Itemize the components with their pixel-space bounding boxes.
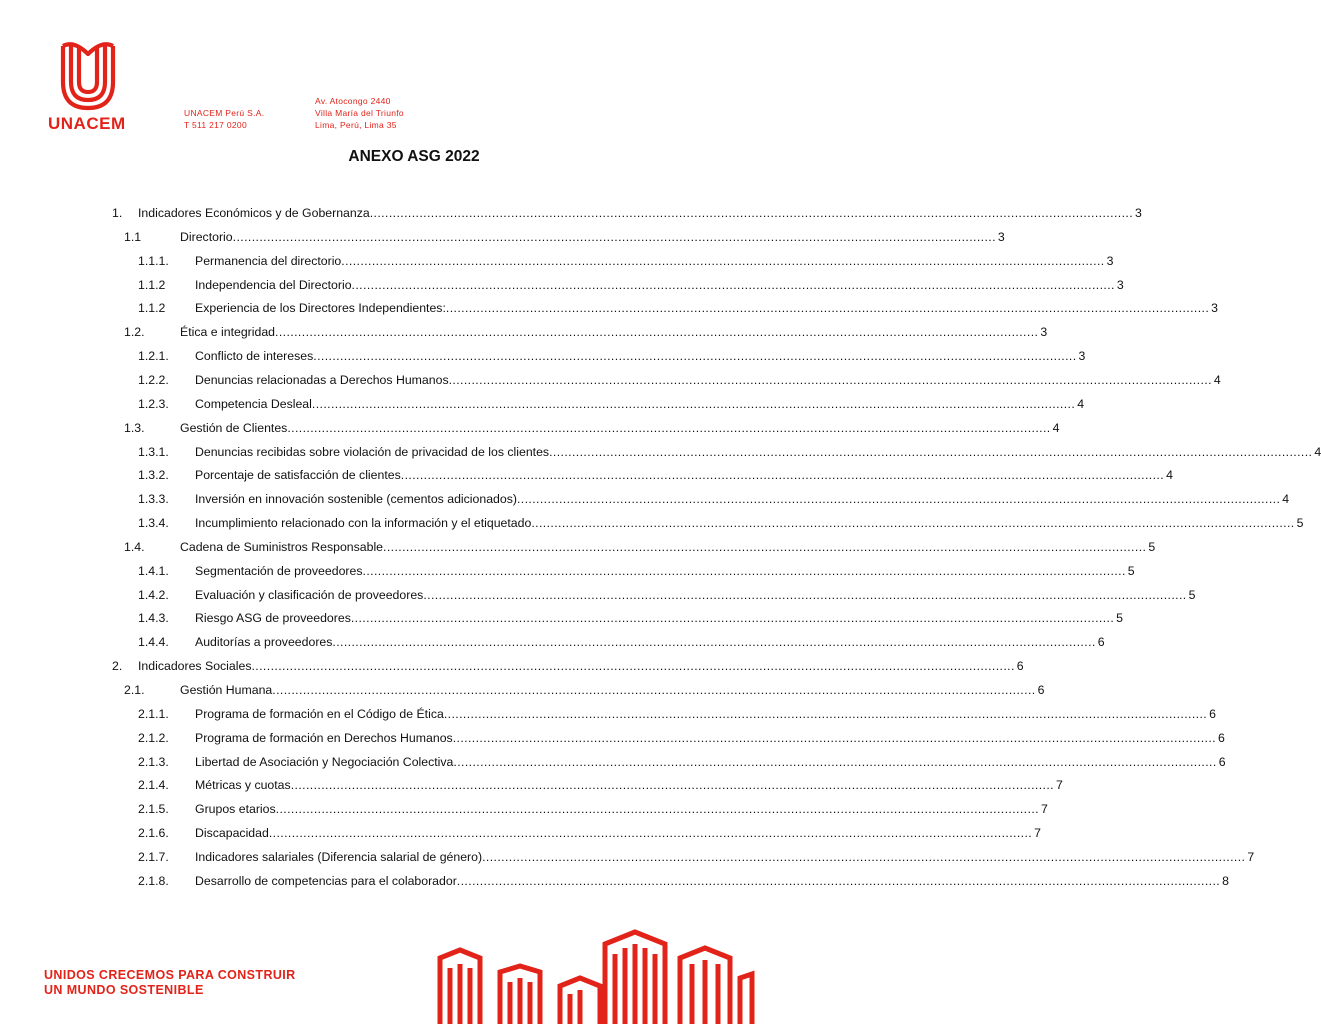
toc-entry-page: 3 [1106, 253, 1114, 268]
toc-entry-title: Conflicto de intereses [195, 349, 314, 364]
toc-entry[interactable] [138, 587, 1196, 608]
toc-entry-number: 1.4. [124, 539, 145, 554]
toc-entry[interactable] [124, 229, 1005, 250]
toc-dot-leader: ........................................................................................................................................................................................................ [453, 754, 1217, 769]
toc-entry-number: 1.4.4. [138, 635, 169, 650]
toc-dot-leader: ........................................................................................................................................................................................................ [369, 206, 1134, 220]
toc-dot-leader: ........................................................................................................................................................................................................ [362, 563, 1126, 578]
toc-dot-leader: ........................................................................................................................................................................................................ [287, 420, 1051, 435]
toc-dot-leader: ........................................................................................................................................................................................................ [456, 873, 1221, 888]
toc-dot-leader: ........................................................................................................................................................................................................ [275, 325, 1039, 340]
toc-entry-page: 6 [1097, 635, 1105, 650]
toc-entry-number: 1.2.3. [138, 396, 169, 411]
toc-entry-number: 1.3.3. [138, 492, 169, 507]
toc-dot-leader: ........................................................................................................................................................................................................ [275, 802, 1039, 817]
toc-dot-leader: ........................................................................................................................................................................................................ [445, 301, 1210, 316]
toc-entry-number: 1.1.2 [138, 277, 166, 292]
toc-entry-page: 3 [1135, 206, 1142, 220]
company-address [315, 95, 404, 131]
unacem-u-logo-icon [60, 42, 116, 112]
toc-entry-number: 2.1.5. [138, 802, 169, 817]
toc-entry-title: Gestión Humana [180, 683, 273, 697]
toc-entry-page: 3 [997, 229, 1005, 244]
toc-entry-page: 4 [1282, 492, 1290, 507]
toc-entry-title: Programa de formación en el Código de Ética [195, 706, 444, 721]
toc-entry-title: Directorio [180, 229, 233, 244]
toc-entry[interactable] [124, 683, 1045, 703]
toc-entry-page: 6 [1016, 659, 1024, 674]
toc-entry[interactable] [138, 849, 1255, 870]
toc-entry[interactable] [138, 730, 1225, 751]
toc-entry[interactable] [138, 754, 1226, 775]
toc-entry[interactable] [138, 826, 1041, 846]
toc-entry[interactable] [138, 611, 1123, 631]
toc-dot-leader: ........................................................................................................................................................................................................ [383, 539, 1147, 554]
toc-entry-number: 1.3.1. [138, 444, 169, 459]
toc-entry[interactable] [138, 277, 1124, 298]
toc-entry-page: 7 [1040, 802, 1048, 817]
toc-entry[interactable] [112, 659, 1024, 679]
toc-entry-title: Gestión de Clientes [180, 420, 288, 435]
toc-entry-title: Permanencia del directorio [195, 253, 342, 268]
address-city: Lima, Perú, Lima 35 [315, 120, 397, 130]
toc-dot-leader: ........................................................................................................................................................................................................ [531, 516, 1295, 531]
toc-dot-leader: ........................................................................................................................................................................................................ [549, 444, 1313, 459]
toc-entry-number: 1.1.1. [138, 253, 169, 268]
toc-dot-leader: ........................................................................................................................................................................................................ [341, 253, 1105, 268]
toc-entry[interactable] [138, 516, 1304, 536]
toc-entry[interactable] [138, 444, 1321, 465]
toc-entry[interactable] [138, 635, 1105, 655]
toc-entry-number: 2.1.3. [138, 754, 169, 769]
toc-entry-title: Experiencia de los Directores Independientes: [195, 301, 446, 316]
toc-entry-number: 2.1.6. [138, 826, 169, 841]
toc-entry[interactable] [124, 420, 1060, 441]
toc-dot-leader: ........................................................................................................................................................................................................ [313, 349, 1077, 364]
toc-entry-page: 7 [1034, 826, 1041, 841]
toc-entry[interactable] [138, 301, 1219, 321]
slogan-line-2: UN MUNDO SOSTENIBLE [44, 983, 204, 997]
toc-entry[interactable] [124, 539, 1156, 560]
toc-dot-leader: ........................................................................................................................................................................................................ [232, 229, 996, 244]
toc-entry-page: 4 [1052, 420, 1060, 435]
toc-entry-number: 1.4.1. [138, 563, 169, 578]
toc-entry-number: 1.3.2. [138, 468, 169, 483]
toc-dot-leader: ........................................................................................................................................................................................................ [311, 396, 1076, 411]
unacem-logo [48, 42, 128, 112]
toc-entry-title: Evaluación y clasificación de proveedores [195, 587, 424, 602]
toc-entry-page: 5 [1116, 611, 1123, 626]
toc-entry-page: 7 [1247, 849, 1255, 864]
toc-entry[interactable] [138, 778, 1063, 798]
toc-dot-leader: ........................................................................................................................................................................................................ [272, 683, 1036, 697]
toc-entry-title: Denuncias recibidas sobre violación de privacidad de los clientes [195, 444, 550, 459]
toc-entry-number: 1.2.2. [138, 372, 169, 387]
toc-dot-leader: ........................................................................................................................................................................................................ [400, 468, 1165, 483]
toc-entry-number: 2.1.8. [138, 873, 169, 888]
toc-entry-page: 5 [1127, 563, 1135, 578]
toc-dot-leader: ........................................................................................................................................................................................................ [423, 587, 1187, 602]
toc-entry-page: 3 [1116, 277, 1124, 292]
toc-entry-title: Indicadores Sociales [138, 659, 252, 674]
toc-entry-title: Competencia Desleal [195, 396, 312, 411]
toc-entry-number: 2.1.4. [138, 778, 169, 793]
toc-entry-number: 1. [112, 206, 123, 220]
toc-entry-title: Indicadores Económicos y de Gobernanza [138, 206, 370, 220]
toc-entry-page: 6 [1217, 730, 1225, 745]
company-phone: T 511 217 0200 [184, 120, 247, 130]
toc-entry-number: 2. [112, 659, 123, 674]
toc-entry-page: 3 [1040, 325, 1048, 340]
toc-entry[interactable] [138, 396, 1085, 417]
toc-entry-title: Independencia del Directorio [195, 277, 352, 292]
toc-entry-title: Libertad de Asociación y Negociación Colectiva [195, 754, 454, 769]
toc-entry-page: 5 [1296, 516, 1304, 531]
company-contact [184, 107, 264, 131]
toc-entry-page: 5 [1188, 587, 1196, 602]
toc-entry-title: Ética e integridad [180, 325, 276, 340]
toc-entry-page: 3 [1078, 349, 1086, 364]
toc-entry-number: 1.1 [124, 229, 142, 244]
toc-entry[interactable] [138, 492, 1290, 512]
toc-entry-title: Grupos etarios [195, 802, 276, 817]
toc-entry-number: 1.2.1. [138, 349, 169, 364]
toc-entry-page: 8 [1222, 873, 1229, 888]
toc-entry-title: Indicadores salariales (Diferencia salarial de género) [195, 849, 483, 864]
toc-entry-title: Segmentación de proveedores [195, 563, 363, 578]
toc-entry[interactable] [112, 206, 1142, 226]
company-name: UNACEM Perú S.A. [184, 108, 265, 118]
toc-dot-leader: ........................................................................................................................................................................................................ [516, 492, 1281, 507]
toc-entry[interactable] [138, 253, 1114, 274]
toc-entry-number: 1.3.4. [138, 516, 169, 531]
toc-entry-number: 2.1.2. [138, 730, 169, 745]
toc-entry-number: 1.4.3. [138, 611, 169, 626]
brand-name: UNACEM [48, 114, 126, 133]
toc-dot-leader: ........................................................................................................................................................................................................ [443, 706, 1208, 721]
toc-entry[interactable] [138, 873, 1229, 894]
toc-dot-leader: ........................................................................................................................................................................................................ [452, 730, 1216, 745]
toc-entry[interactable] [124, 325, 1048, 345]
toc-dot-leader: ........................................................................................................................................................................................................ [332, 635, 1096, 650]
toc-entry-page: 6 [1218, 754, 1226, 769]
slogan [44, 968, 296, 998]
toc-entry-page: 4 [1213, 372, 1221, 387]
toc-entry-number: 1.4.2. [138, 587, 169, 602]
toc-entry-title: Riesgo ASG de proveedores [195, 611, 351, 626]
toc-entry-page: 4 [1314, 444, 1321, 459]
toc-entry-page: 3 [1211, 301, 1219, 316]
toc-entry[interactable] [138, 802, 1048, 822]
toc-dot-leader: ........................................................................................................................................................................................................ [268, 826, 1033, 841]
toc-dot-leader: ........................................................................................................................................................................................................ [350, 611, 1115, 626]
address-district: Villa María del Triunfo [315, 108, 404, 118]
buildings-graphic-icon [430, 928, 760, 1024]
toc-entry[interactable] [138, 706, 1216, 727]
toc-dot-leader: ........................................................................................................................................................................................................ [448, 372, 1212, 387]
toc-entry[interactable] [138, 349, 1086, 369]
address-street: Av. Atocongo 2440 [315, 96, 391, 106]
toc-entry-title: Denuncias relacionadas a Derechos Humanos [195, 372, 449, 387]
toc-entry[interactable] [138, 563, 1135, 584]
toc-entry-title: Incumplimiento relacionado con la información y el etiquetado [195, 516, 532, 531]
toc-entry-title: Métricas y cuotas [195, 778, 291, 793]
document-title: ANEXO ASG 2022 [348, 148, 480, 165]
toc-entry[interactable] [138, 372, 1221, 393]
toc-entry-number: 2.1.1. [138, 706, 169, 721]
toc-entry-title: Programa de formación en Derechos Humanos [195, 730, 453, 745]
toc-entry-title: Auditorías a proveedores [195, 635, 333, 650]
toc-entry-title: Desarrollo de competencias para el colaborador [195, 873, 457, 888]
toc-entry-number: 1.3. [124, 420, 145, 435]
toc-entry-title: Inversión en innovación sostenible (cementos adicionados) [195, 492, 517, 507]
toc-entry-number: 2.1.7. [138, 849, 169, 864]
toc-entry-number: 1.2. [124, 325, 145, 340]
toc-entry-number: 2.1. [124, 683, 145, 697]
toc-entry-page: 6 [1037, 683, 1045, 697]
toc-dot-leader: ........................................................................................................................................................................................................ [290, 778, 1054, 793]
toc-entry-title: Discapacidad [195, 826, 269, 841]
toc-entry-number: 1.1.2 [138, 301, 166, 316]
toc-entry-page: 7 [1055, 778, 1063, 793]
toc-dot-leader: ........................................................................................................................................................................................................ [482, 849, 1246, 864]
slogan-line-1: UNIDOS CRECEMOS PARA CONSTRUIR [44, 968, 296, 982]
toc-entry-page: 6 [1209, 706, 1216, 721]
toc-entry[interactable] [138, 468, 1173, 488]
toc-entry-page: 4 [1166, 468, 1173, 483]
toc-entry-title: Cadena de Suministros Responsable [180, 539, 384, 554]
toc-entry-page: 4 [1077, 396, 1085, 411]
toc-dot-leader: ........................................................................................................................................................................................................ [251, 659, 1015, 674]
toc-entry-title: Porcentaje de satisfacción de clientes [195, 468, 401, 483]
toc-dot-leader: ........................................................................................................................................................................................................ [351, 277, 1115, 292]
toc-entry-page: 5 [1148, 539, 1156, 554]
